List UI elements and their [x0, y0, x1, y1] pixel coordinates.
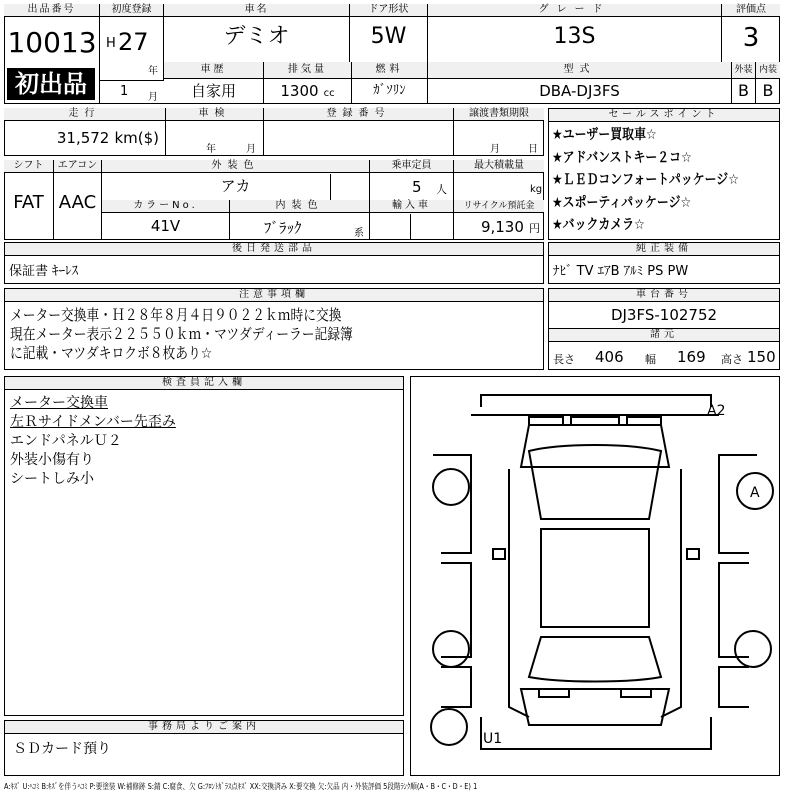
sales-point-item: ★ＬＥＤコンフォートパッケージ☆: [552, 172, 739, 188]
transfer-day-unit: 日: [528, 144, 538, 155]
lot-number: 10013: [7, 26, 97, 59]
history-cell: [164, 62, 264, 104]
reg-number-cell: [264, 108, 454, 156]
max-load-cell: [454, 160, 544, 200]
registration-month-unit: 月: [148, 92, 158, 103]
mileage-unit: km($): [114, 129, 159, 147]
grade-label: グレード: [428, 4, 721, 17]
aircon-value: AAC: [58, 192, 97, 213]
sales-points-box: [548, 108, 780, 240]
recycle-value: 9,130: [480, 218, 524, 236]
transfer-deadline-label: 譲渡書類期限: [454, 108, 544, 121]
notes-lines: [5, 302, 543, 363]
sales-points-label: セールスポイント: [549, 109, 779, 122]
history-label: 車歴: [164, 62, 263, 79]
mark-a2: A2: [707, 403, 726, 419]
registration-year: 27: [118, 28, 149, 56]
car-name-value: デミオ: [223, 24, 290, 49]
rear-fender-right-outline: [719, 667, 749, 707]
exterior-color-value: アカ: [220, 177, 251, 195]
rear-window-outline: [529, 637, 661, 682]
door-value: 5W: [370, 24, 407, 49]
inspector-line: エンドパネルＵ２: [10, 433, 122, 449]
equipment-label: 純正装備: [549, 243, 779, 256]
inspection-cell: [166, 108, 264, 156]
capacity-label: 乗車定員: [370, 160, 453, 173]
recycle-cell: [454, 200, 544, 240]
tail-lamp-right-outline: [621, 689, 651, 697]
inspection-label: 車検: [166, 108, 263, 121]
door-label: ドア形状: [350, 4, 427, 17]
interior-color-label: 内装色: [230, 200, 369, 213]
notes-label: 注意事項欄: [5, 289, 543, 302]
rear-fender-left-outline: [441, 667, 471, 707]
grade-cell: [428, 4, 722, 62]
sales-point-item: ★ユーザー買取車☆: [552, 127, 657, 143]
sales-point-list: [549, 122, 779, 237]
sales-point-item: ★スポーティパッケージ☆: [552, 194, 692, 211]
shift-label: シフト: [4, 160, 53, 173]
displacement-unit: cc: [323, 88, 335, 99]
recycle-label: リサイクル預託金: [454, 200, 544, 213]
wheel-rear-left-outline: [433, 631, 469, 667]
fuel-cell: [352, 62, 428, 104]
exterior-color-sub-line: [330, 174, 331, 200]
equipment-value: ﾅﾋﾞ TV ｴｱB ｱﾙﾐ PS PW: [553, 264, 689, 279]
interior-grade-value: B: [762, 81, 774, 100]
capacity-unit: 人: [436, 183, 447, 196]
row2-sub-line: [100, 80, 164, 81]
inspector-line: メーター交換車: [10, 395, 108, 411]
sales-point-item: ★バックカメラ☆: [552, 217, 645, 233]
inspector-line: 左Ｒサイドメンバー先歪み: [10, 414, 176, 430]
import-label: 輸入車: [370, 200, 453, 213]
later-parts-value: 保証書 ｷｰﾚｽ: [9, 264, 79, 279]
inspection-month-unit: 月: [246, 144, 256, 155]
displacement-label: 排気量: [264, 62, 351, 79]
inspector-label: 検査員記入欄: [5, 377, 403, 390]
wheel-front-left-outline: [433, 469, 469, 505]
door-left-outline: [441, 563, 471, 657]
office-notice-label: 事務局よりご案内: [5, 721, 403, 734]
score-value: 3: [742, 23, 760, 53]
width-value: 169: [677, 348, 706, 366]
exterior-grade-value: B: [738, 81, 749, 100]
import-sub-line: [410, 214, 411, 240]
headlight-left-outline: [529, 417, 563, 425]
headlight-right-outline: [627, 417, 661, 425]
transfer-month-unit: 月: [490, 144, 500, 155]
windshield-outline: [529, 445, 661, 519]
lot-label: 出品番号: [4, 4, 99, 17]
score-cell: [722, 4, 780, 62]
interior-color-value: ﾌﾞﾗｯｸ: [264, 219, 302, 237]
equipment-box: [548, 242, 780, 284]
exterior-color-label: 外装色: [102, 160, 369, 173]
notes-line: メーター交換車・Ｈ２８年８月４日９０２２ｋｍ時に交換: [10, 306, 342, 324]
notes-line: に記載・マツダキロクボ８枚あり☆: [10, 344, 213, 362]
mileage-value: 31,572: [56, 129, 110, 147]
chassis-box: [548, 288, 780, 370]
car-name-cell: [164, 4, 350, 62]
width-label: 幅: [645, 353, 656, 366]
later-parts-box: [4, 242, 544, 284]
color-no-label: カラーNo.: [102, 200, 229, 213]
grade-value: 13S: [553, 24, 596, 49]
trunk-outline: [521, 689, 669, 725]
capacity-value: 5: [412, 178, 422, 196]
model-value: DBA-DJ3FS: [539, 82, 620, 100]
dimensions-label: 諸元: [549, 328, 779, 342]
sales-point-item: ★アドバンストキー２コ☆: [552, 149, 692, 166]
aircon-cell: [54, 160, 102, 240]
height-label: 高さ: [721, 353, 743, 366]
shift-cell: [4, 160, 54, 240]
model-cell: [428, 62, 732, 104]
interior-grade-label: 内装: [756, 62, 780, 79]
roof-outline: [541, 529, 649, 627]
shift-value: FAT: [13, 192, 44, 213]
recycle-unit: 円: [529, 222, 540, 235]
car-diagram: [411, 377, 779, 775]
color-no-value: 41V: [150, 217, 181, 235]
max-load-unit: kg: [530, 184, 543, 195]
aircon-label: エアコン: [54, 160, 101, 173]
transfer-deadline-cell: [454, 108, 544, 156]
exterior-grade-cell: [732, 62, 756, 104]
inspector-line: 外装小傷有り: [10, 452, 94, 468]
notes-line: 現在メーター表示２２５５０ｋｍ・マツダディーラー記録簿: [10, 325, 353, 343]
front-fender-right-outline: [719, 455, 757, 553]
office-notice-box: [4, 720, 404, 776]
body-side-left-outline: [509, 469, 529, 717]
registration-label: 初度登録: [100, 4, 163, 17]
first-listing-badge: 初出品: [7, 68, 95, 100]
displacement-cell: [264, 62, 352, 104]
rear-bumper-outline: [481, 717, 711, 749]
registration-month: 1: [120, 84, 129, 99]
spare-wheel-outline: [431, 709, 467, 745]
history-value: 自家用: [190, 82, 236, 100]
height-value: 150: [747, 348, 776, 366]
inspector-box: [4, 376, 404, 716]
reg-number-label: 登録番号: [264, 108, 453, 121]
mirror-left-outline: [493, 549, 505, 559]
office-notice-value: ＳＤカード預り: [13, 741, 111, 757]
chassis-value: DJ3FS-102752: [610, 306, 718, 324]
fuel-value: ｶﾞｿﾘﾝ: [373, 83, 406, 98]
mark-u1: U1: [483, 731, 503, 747]
registration-cell: [100, 4, 164, 80]
mileage-cell: [4, 108, 166, 156]
registration-year-unit: 年: [148, 66, 158, 77]
color-no-cell: [102, 200, 230, 240]
mirror-right-outline: [687, 549, 699, 559]
body-side-right-outline: [661, 469, 681, 717]
length-value: 406: [595, 348, 624, 366]
registration-era: H: [106, 36, 116, 51]
inspector-line: シートしみ小: [10, 471, 94, 487]
max-load-label: 最大積載量: [454, 160, 544, 173]
interior-color-suffix: 系: [354, 228, 364, 239]
import-cell: [370, 200, 454, 240]
length-label: 長さ: [553, 353, 575, 366]
mileage-label: 走行: [4, 108, 165, 121]
mark-a: A: [750, 485, 760, 501]
interior-color-cell: [230, 200, 370, 240]
chassis-label: 車台番号: [549, 289, 779, 302]
car-name-label: 車名: [164, 4, 349, 17]
tail-lamp-left-outline: [539, 689, 569, 697]
exterior-grade-label: 外装: [732, 62, 755, 79]
inspector-lines: [5, 390, 403, 489]
legend: A:ｷｽﾞ U:ﾍｺﾐ B:ｷｽﾞを伴うﾍｺﾐ P:要塗装 W:補修跡 S:錆 C:腐食、欠 G:ﾌﾛﾝﾄｶﾞﾗｽ点ｷｽﾞ XX:交換済み X:要交換 欠:欠品 内・外装評価 5段階ﾗﾝｸ順(A・B・C・D・E) 1: [4, 782, 478, 791]
displacement-value: 1300: [280, 82, 319, 100]
notes-box: [4, 288, 544, 370]
door-cell: [350, 4, 428, 62]
car-diagram-box: [410, 376, 780, 776]
capacity-cell: [370, 160, 454, 200]
score-label: 評価点: [722, 4, 780, 17]
inspection-year-unit: 年: [206, 144, 216, 155]
grille-outline: [571, 417, 619, 425]
later-parts-label: 後日発送部品: [5, 243, 543, 256]
door-right-outline: [719, 563, 749, 657]
model-label: 型式: [428, 62, 731, 79]
fuel-label: 燃料: [352, 62, 427, 79]
front-bumper-outline: [471, 395, 719, 415]
lot-cell: [4, 4, 100, 104]
interior-grade-cell: [756, 62, 780, 104]
wheel-rear-right-outline: [735, 631, 771, 667]
